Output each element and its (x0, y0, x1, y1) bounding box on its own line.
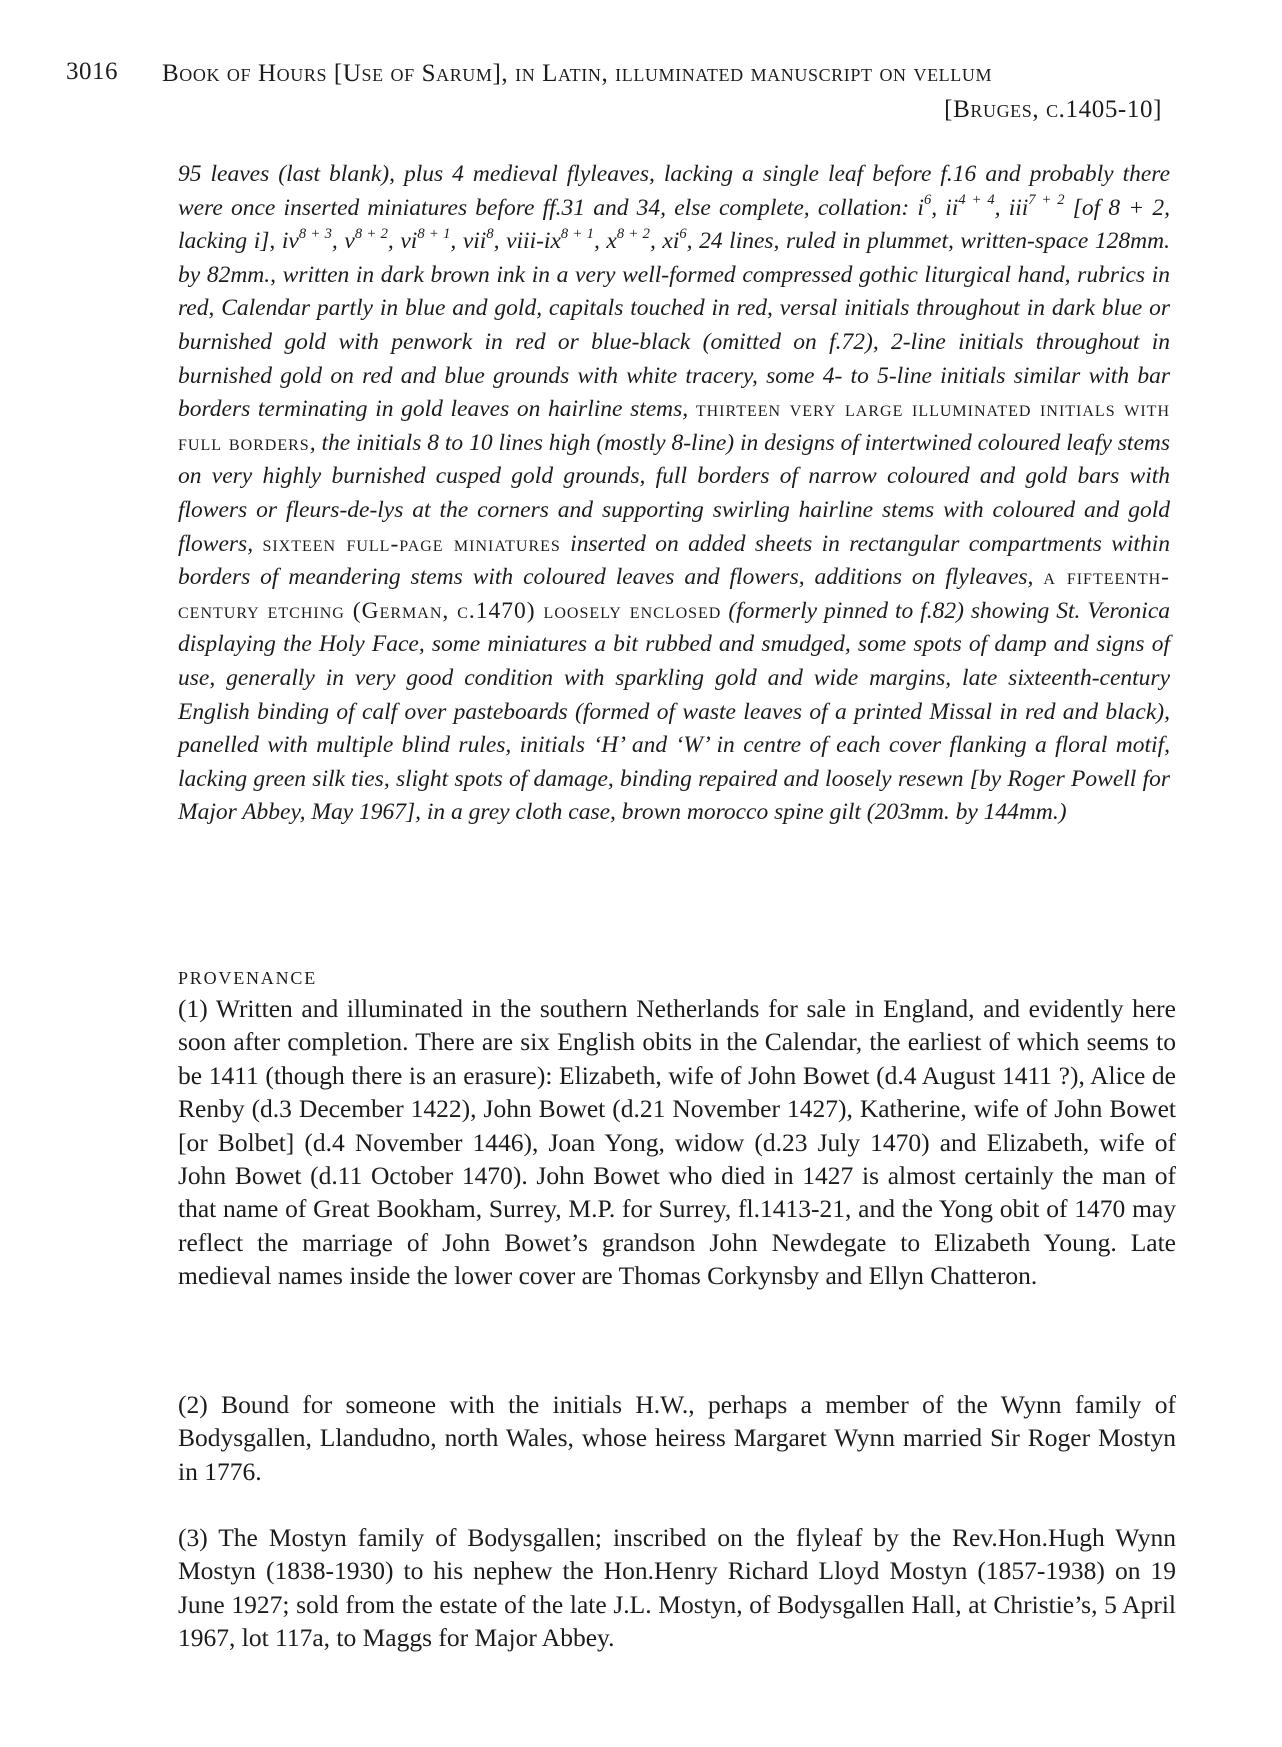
lot-number: 3016 (66, 58, 118, 85)
collation-superscript: 8 + 2 (616, 225, 650, 242)
provenance-paragraph-3: (3) The Mostyn family of Bodysgallen; inscribed on the flyleaf by the Rev.Hon.Hugh Wynn Mostyn (1838-1930) to his nephew the Hon.Henry Richard Lloyd Mostyn (1857-1938) on 19 June 1927; sold from the estate of the late J.L. Mostyn, of Bodysgallen Hall, at Christie’s, 5 April 1967, lot 117a, to Maggs for Major Abbey. (178, 1523, 1176, 1653)
lot-title: Book of Hours [Use of Sarum], in Latin, illuminated manuscript on vellum (162, 60, 993, 87)
desc-small-caps: a fifteenth-century etching (German, c.1470) loosely enclosed (178, 564, 1170, 624)
lot-place-date: [Bruges, c.1405-10] (944, 96, 1162, 123)
desc-text: , x (593, 228, 617, 255)
collation-superscript: 6 (923, 192, 932, 209)
collation-superscript: 8 + 2 (354, 225, 388, 242)
desc-text: , vii (450, 228, 487, 255)
desc-text: , iii (994, 194, 1029, 221)
desc-text: , ii (931, 194, 959, 221)
desc-text: , the initials 8 to 10 lines high (mostly 8-line) in designs of intertwined coloured leafy stems on very highly burnished cusped gold grounds, full borders of narrow coloured and gold bars with flowers or fleurs-de-lys at the corners and supporting swirling hairline stems with coloured and gold flowers, (178, 429, 1171, 557)
collation-superscript: 8 (486, 225, 494, 242)
desc-text: , xi (649, 228, 680, 255)
provenance-paragraph-2: (2) Bound for someone with the initials H.W., perhaps a member of the Wynn family of Bodysgallen, Llandudno, north Wales, whose heiress Margaret Wynn married Sir Roger Mostyn in 1776. (178, 1390, 1176, 1486)
collation-superscript: 8 + 1 (560, 225, 594, 242)
provenance-paragraph-1: (1) Written and illuminated in the southern Netherlands for sale in England, and evidently here soon after completion. There are six English obits in the Calendar, the earliest of which seems to be 1411 (though there is an erasure): Elizabeth, wife of John Bowet (d.4 August 1411 ?), Alice de Renby (d.3 December 1422), John Bowet (d.21 November 1427), Katherine, wife of John Bowet [or Bolbet] (d.4 November 1446), Joan Yong, widow (d.23 July 1470) and Elizabeth, wife of John Bowet (d.11 October 1470). John Bowet who died in 1427 is almost certainly the man of that name of Great Bookham, Surrey, M.P. for Surrey, fl.1413-21, and the Yong obit of 1470 may reflect the marriage of John Bowet’s grandson John Newdegate to Elizabeth Young. Late medieval names inside the lower cover are Thomas Corkynsby and Ellyn Chatteron. (178, 994, 1176, 1291)
desc-text: inserted on added sheets in rectangular compartments within borders of meandering stems with coloured leaves and flowers, additions on flyleaves, (178, 530, 1170, 591)
lot-heading (162, 56, 1162, 128)
desc-small-caps: thirteen very large illuminated initials with full borders (178, 396, 1170, 456)
desc-small-caps: sixteen full-page miniatures (262, 530, 561, 557)
desc-text: , v (331, 228, 355, 255)
physical-description (178, 158, 1170, 830)
desc-text: (formerly pinned to f.82) showing St. Veronica displaying the Holy Face, some miniatures a bit rubbed and smudged, some spots of damp and signs of use, generally in very good condition with sparkling gold and wide margins, late sixteenth-century English binding of calf over pasteboards (formed of waste leaves of a printed Missal in red and black), panelled with multiple blind rules, initials ‘H’ and ‘W’ in centre of each cover flanking a floral motif, lacking green silk ties, slight spots of damage, binding repaired and loosely resewn [by Roger Powell for Major Abbey, May 1967], in a grey cloth case, brown morocco spine gilt (203mm. by 144mm.) (178, 597, 1171, 826)
desc-text: [of 8 + 2, lacking i], iv (178, 194, 1170, 255)
collation-superscript: 7 + 2 (1028, 192, 1065, 209)
collation-superscript: 6 (679, 225, 687, 242)
collation-superscript: 4 + 4 (958, 192, 995, 209)
desc-text: , viii-ix (493, 228, 561, 255)
desc-text: 95 leaves (last blank), plus 4 medieval flyleaves, lacking a single leaf before f.16 and probably there were once inserted miniatures before ff.31 and 34, else complete, collation: i (178, 161, 1170, 221)
provenance-heading: PROVENANCE (178, 968, 318, 988)
desc-text: , vi (387, 228, 418, 255)
collation-superscript: 8 + 1 (417, 225, 451, 242)
collation-superscript: 8 + 3 (298, 225, 332, 242)
desc-text: , 24 lines, ruled in plummet, written-space 128mm. by 82mm., written in dark brown ink in a very well-formed compressed gothic liturgical hand, rubrics in red, Calendar partly in blue and gold, capitals touched in red, versal initials throughout in dark blue or burnished gold with penwork in red or blue-black (omitted on f.72), 2-line initials throughout in burnished gold on red and blue grounds with white tracery, some 4- to 5-line initials similar with bar borders terminating in gold leaves on hairline stems, (178, 228, 1170, 423)
